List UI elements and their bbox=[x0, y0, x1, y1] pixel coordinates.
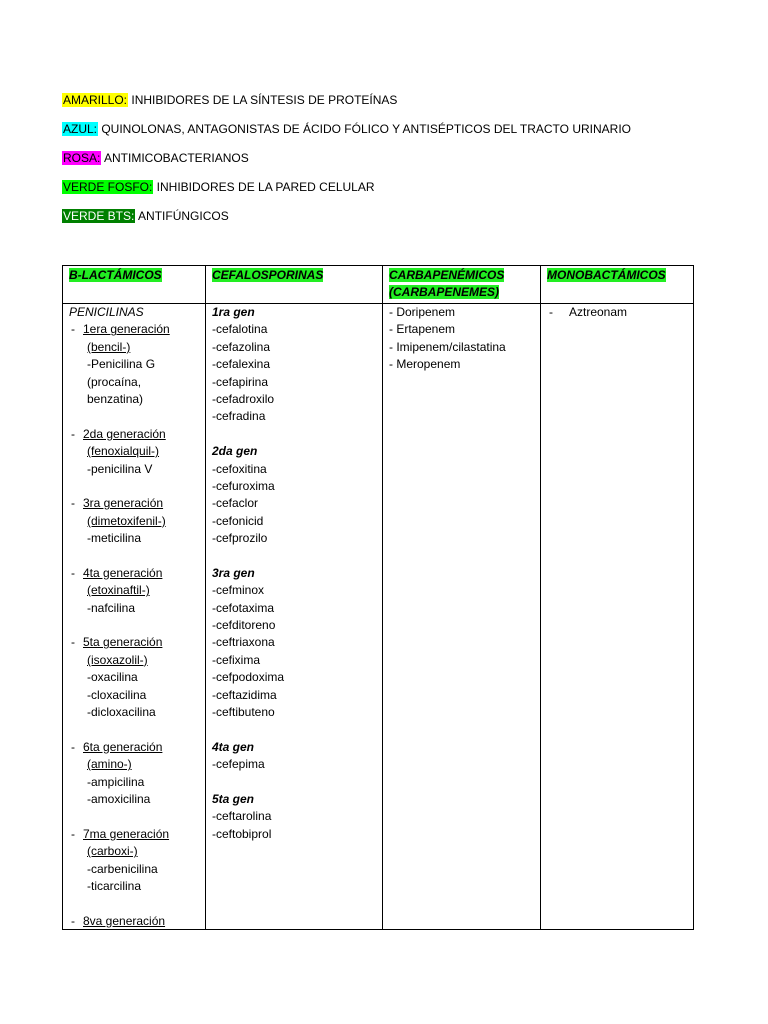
drug-item: -cefaclor bbox=[212, 496, 259, 511]
drug-item: - Doripenem bbox=[389, 305, 456, 319]
generation-name: 7ma generación bbox=[83, 826, 170, 841]
legend-key: ROSA: bbox=[63, 151, 101, 165]
drug-item: -ceftriaxona bbox=[212, 635, 275, 650]
drug-item: -cefalexina bbox=[212, 357, 271, 372]
drug-item: -dicloxacilina bbox=[87, 704, 156, 719]
list-dash: - bbox=[71, 496, 75, 511]
spacer bbox=[212, 774, 376, 791]
legend-text: INHIBIDORES DE LA SÍNTESIS DE PROTEÍNAS bbox=[128, 93, 398, 107]
drug-item: -oxacilina bbox=[87, 670, 138, 685]
list-dash: - bbox=[71, 826, 75, 841]
drug-item: -cefadroxilo bbox=[212, 391, 275, 406]
cefalosporinas-column bbox=[206, 303, 382, 929]
generation-heading: 1ra gen bbox=[212, 305, 255, 319]
generation-name: 1era generación bbox=[83, 322, 170, 337]
list-dash: - bbox=[71, 635, 75, 650]
drug-item: -cefditoreno bbox=[212, 618, 276, 633]
list-dash: - bbox=[71, 739, 75, 754]
drug-item: -cefixima bbox=[212, 652, 261, 667]
legend-row-rosa bbox=[62, 150, 631, 179]
drug-item: -nafcilina bbox=[87, 600, 136, 615]
color-legend bbox=[62, 92, 631, 237]
generation-group: (carboxi-) bbox=[87, 844, 138, 859]
drug-item: -cloxacilina bbox=[87, 687, 147, 702]
header-b-lactamicos: B-LACTÁMICOS bbox=[69, 268, 162, 282]
list-item: - Aztreonam bbox=[549, 305, 628, 319]
generation-group: (etoxinaftil-) bbox=[87, 583, 150, 598]
generation-group: (dimetoxifenil-) bbox=[87, 513, 166, 528]
generation-name: 6ta generación bbox=[83, 739, 163, 754]
penicilinas-column bbox=[63, 303, 205, 929]
generation-name: 3ra generación bbox=[83, 496, 164, 511]
drug-item: -penicilina V bbox=[87, 461, 153, 476]
drug-item: - Meropenem bbox=[389, 357, 461, 372]
drug-item: -meticilina bbox=[87, 531, 142, 546]
header-carbapenemicos: CARBAPENÉMICOS (CARBAPENEMES) bbox=[389, 268, 505, 299]
generation-label bbox=[69, 565, 199, 582]
legend-text: INHIBIDORES DE LA PARED CELULAR bbox=[153, 180, 375, 194]
drug-item: -cefoxitina bbox=[212, 461, 267, 476]
generation-group: (isoxazolil-) bbox=[87, 652, 148, 667]
legend-row-amarillo bbox=[62, 92, 631, 121]
drug-item: -cefalotina bbox=[212, 322, 268, 337]
generation-label bbox=[69, 634, 199, 651]
spacer bbox=[69, 617, 199, 634]
spacer bbox=[69, 547, 199, 564]
generation-name: 5ta generación bbox=[83, 635, 163, 650]
monobactamicos-column bbox=[541, 303, 695, 929]
generation-group: (bencil-) bbox=[87, 339, 131, 354]
drug-item: -ceftibuteno bbox=[212, 704, 275, 719]
legend-key: VERDE BTS: bbox=[63, 209, 135, 223]
generation-heading: 4ta gen bbox=[212, 739, 255, 754]
drug-item: -ampicilina bbox=[87, 774, 145, 789]
legend-row-verde-bts bbox=[62, 208, 631, 237]
drug-item: (procaína, bbox=[87, 374, 142, 389]
list-dash: - bbox=[71, 322, 75, 337]
drug-item: -cefradina bbox=[212, 409, 266, 424]
generation-group: (fenoxialquil-) bbox=[87, 444, 160, 459]
generation-label bbox=[69, 913, 199, 929]
generation-name: 2da generación bbox=[83, 426, 166, 441]
generation-label bbox=[69, 426, 199, 443]
legend-key: AZUL: bbox=[63, 122, 98, 136]
drug-item: -ceftazidima bbox=[212, 687, 277, 702]
drug-item: -cefazolina bbox=[212, 339, 271, 354]
list-dash: - bbox=[71, 565, 75, 580]
legend-text: QUINOLONAS, ANTAGONISTAS DE ÁCIDO FÓLICO Y ANTISÉPTICOS DEL TRACTO URINARIO bbox=[98, 122, 632, 136]
generation-heading: 5ta gen bbox=[212, 791, 255, 806]
penicilinas-title: PENICILINAS bbox=[69, 305, 144, 319]
drug-item: -cefonicid bbox=[212, 513, 264, 528]
drug-item: - Imipenem/cilastatina bbox=[389, 339, 506, 354]
generation-label bbox=[69, 739, 199, 756]
generation-label bbox=[69, 495, 199, 512]
spacer bbox=[69, 408, 199, 425]
generation-group: (amino-) bbox=[87, 757, 132, 772]
generation-label bbox=[69, 826, 199, 843]
legend-row-verde-fosfo bbox=[62, 179, 631, 208]
spacer bbox=[212, 721, 376, 738]
spacer bbox=[69, 478, 199, 495]
drug-item: -cefuroxima bbox=[212, 478, 275, 493]
drug-item: - Ertapenem bbox=[389, 322, 456, 337]
legend-text: ANTIMICOBACTERIANOS bbox=[101, 151, 249, 165]
drug-item: -ceftarolina bbox=[212, 809, 272, 824]
drug-item: -cefapirina bbox=[212, 374, 269, 389]
drug-item: benzatina) bbox=[87, 391, 144, 406]
legend-key: VERDE FOSFO: bbox=[63, 180, 153, 194]
spacer bbox=[69, 808, 199, 825]
drug-item: -Penicilina G bbox=[87, 357, 156, 372]
drug-item: -carbenicilina bbox=[87, 861, 158, 876]
spacer bbox=[69, 721, 199, 738]
spacer bbox=[69, 895, 199, 912]
drug-item: -cefprozilo bbox=[212, 531, 268, 546]
drug-item: -cefpodoxima bbox=[212, 670, 285, 685]
list-dash: - bbox=[71, 426, 75, 441]
drug-item: -cefepima bbox=[212, 757, 265, 772]
drug-item: -ceftobiprol bbox=[212, 826, 272, 841]
generation-heading: 2da gen bbox=[212, 444, 258, 459]
header-monobactamicos: MONOBACTÁMICOS bbox=[547, 268, 666, 282]
header-cefalosporinas: CEFALOSPORINAS bbox=[212, 268, 324, 282]
carbapenemicos-column bbox=[383, 303, 540, 929]
generation-name: 4ta generación bbox=[83, 565, 163, 580]
drug-item: -cefminox bbox=[212, 583, 265, 598]
legend-row-azul bbox=[62, 121, 631, 150]
generation-heading: 3ra gen bbox=[212, 565, 255, 580]
legend-key: AMARILLO: bbox=[63, 93, 128, 107]
spacer bbox=[212, 547, 376, 564]
generation-name: 8va generación bbox=[83, 913, 166, 928]
drug-item: -ticarcilina bbox=[87, 878, 142, 893]
list-dash: - bbox=[71, 913, 75, 928]
drug-item: -cefotaxima bbox=[212, 600, 275, 615]
generation-label bbox=[69, 321, 199, 338]
legend-text: ANTIFÚNGICOS bbox=[135, 209, 229, 223]
spacer bbox=[212, 426, 376, 443]
drug-item: -amoxicilina bbox=[87, 791, 151, 806]
antibiotics-table bbox=[62, 265, 694, 930]
